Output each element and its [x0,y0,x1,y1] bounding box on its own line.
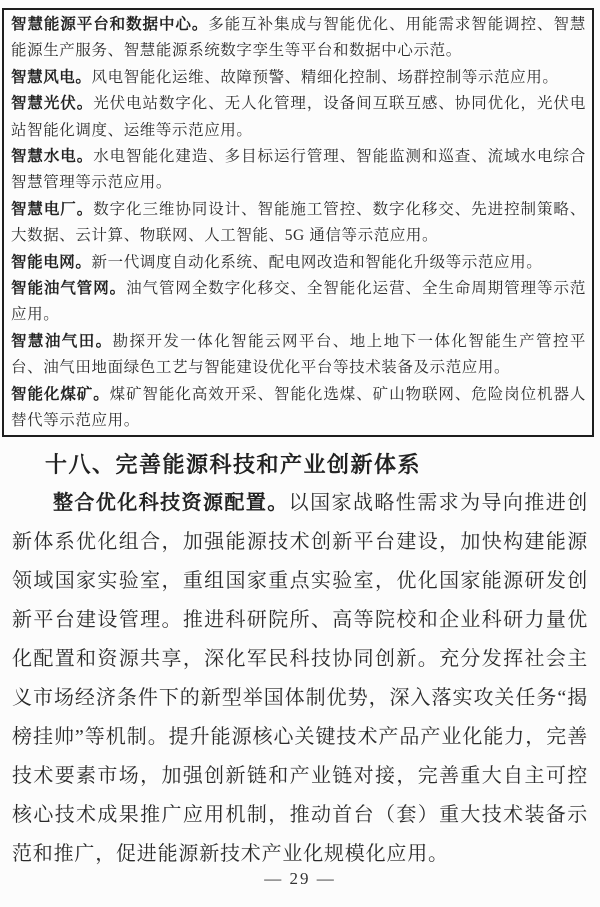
demo-item-text: 光伏电站数字化、无人化管理，设备间互联互感、协同优化，光伏电站智能化调度、运维等示范应用。 [11,95,586,139]
demo-item-text: 数字化三维协同设计、智能施工管控、数字化移交、先进控制策略、大数据、云计算、物联网、人工智能、5G 通信等示范应用。 [11,200,586,245]
demo-item-smart-power-plant [11,197,586,250]
demo-item-energy-platform-data-center [11,12,586,65]
demo-item-text: 煤矿智能化高效开采、智能化选煤、矿山物联网、危险岗位机器人替代等示范应用。 [11,385,587,430]
demo-item-text: 油气管网全数字化移交、全智能化运营、全生命周期管理等示范应用。 [11,280,586,324]
demo-item-text: 水电智能化建造、多目标运行管理、智能监测和巡查、流域水电综合智慧管理等示范应用。 [11,148,586,192]
demo-item-lead: 智能化煤矿。 [11,385,110,403]
section-heading: 十八、完善能源科技和产业创新体系 [45,452,422,477]
demo-item-lead: 智慧光伏。 [11,95,94,113]
demo-item-smart-coal-mine [11,382,586,435]
demo-item-smart-pv [11,91,586,144]
section-paragraph [12,484,588,874]
paragraph-text: 以国家战略性需求为导向推进创新体系优化组合，加强能源技术创新平台建设，加快构建能源领域国家实验室，重组国家重点实验室，优化国家能源研发创新平台建设管理。推进科研院所、高等院校和企业科研力量优化配置和资源共享，深化军民科技协同创新。充分发挥社会主义市场经济条件下的新型举国体制优势，深入落实攻关任务“揭榜挂帅”等机制。提升能源核心关键技术产品产业化能力，完善技术要素市场，加强创新链和产业链对接，完善重大自主可控核心技术成果推广应用机制，推动首台（套）重大技术装备示范和推广，促进能源新技术产业化规模化应用。 [12,492,588,865]
demo-item-text: 新一代调度自动化系统、配电网改造和智能化升级等示范应用。 [91,253,543,271]
demo-item-smart-hydro [11,144,586,197]
demo-item-lead: 智慧水电。 [11,148,94,166]
demo-item-smart-wind [11,65,586,91]
demo-item-text: 多能互补集成与智能优化、用能需求智能调控、智慧能源生产服务、智慧能源系统数字孪生等平台和数据中心示范。 [11,16,586,60]
demo-item-lead: 智慧风电。 [11,68,92,86]
demo-item-lead: 智慧油气田。 [11,332,113,350]
demo-item-lead: 智能电网。 [11,253,92,271]
demo-item-lead: 智慧电厂。 [11,200,94,218]
demo-item-oil-gas-pipeline [11,276,586,329]
demo-item-lead: 智慧能源平台和数据中心。 [11,16,209,33]
demo-item-text: 勘探开发一体化智能云网平台、地上地下一体化智能生产管控平台、油气田地面绿色工艺与智能建设优化平台等技术装备及示范应用。 [11,332,586,377]
demo-item-oil-gas-field [11,329,586,382]
demo-item-lead: 智能油气管网。 [11,280,127,298]
page-number: — 29 — [264,869,336,888]
paragraph-lead: 整合优化科技资源配置。 [53,492,289,514]
demo-item-text: 风电智能化运维、故障预警、精细化控制、场群控制等示范应用。 [91,68,559,86]
smart-energy-demo-box [2,8,594,437]
demo-item-smart-grid [11,250,586,276]
